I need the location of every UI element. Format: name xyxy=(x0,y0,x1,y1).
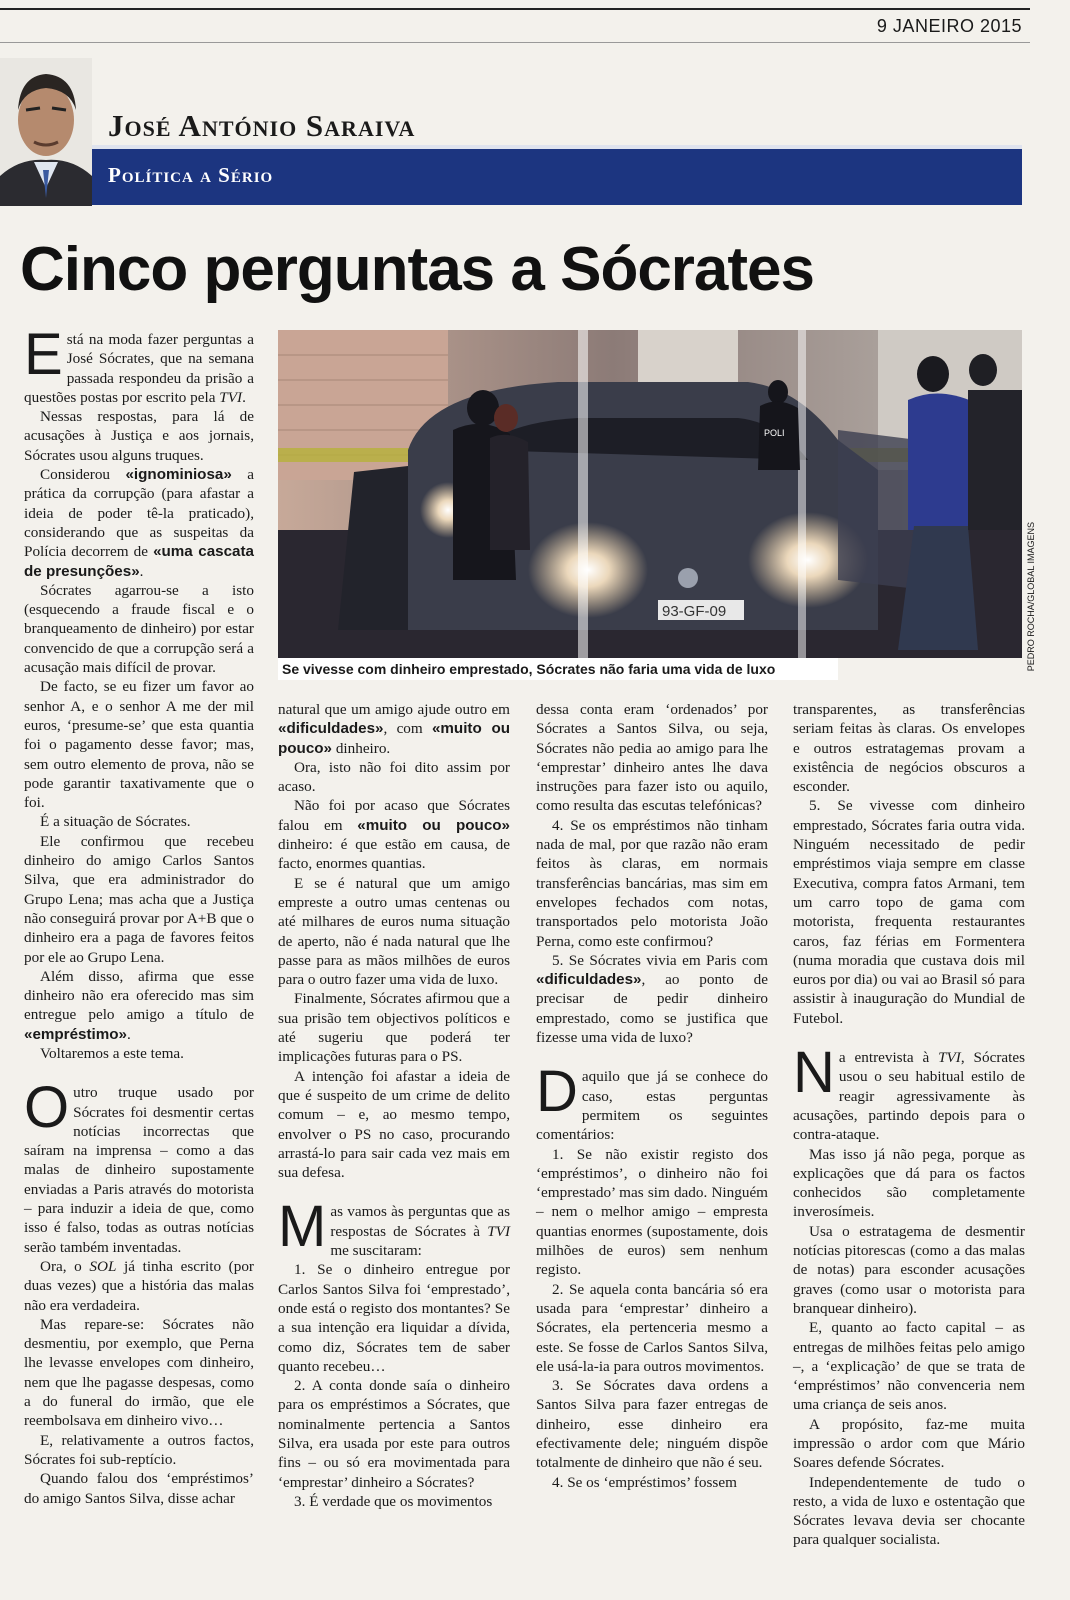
paragraph: Quando falou dos ‘empréstimos’ do amigo Santos Silva, disse achar xyxy=(24,1470,254,1507)
question-2: 2. A conta donde saía o dinheiro para os empréstimos a Sócrates, que nominalmente pertencia a Santos Silva, era usada por este para outros fins – ou só era movimentada para ‘emprestar’ dinheiro a Sócrates? xyxy=(278,1377,510,1491)
paragraph: Além disso, afirma que esse dinheiro não era oferecido mas sim entregue pelo amigo a título de «empréstimo». xyxy=(24,967,254,1043)
question-5: 5. Se Sócrates vivia em Paris com «dificuldades», ao ponto de precisar de pedir dinheiro emprestado, como se justifica que fizesse uma vida de luxo? xyxy=(536,951,768,1047)
license-plate: 93-GF-09 xyxy=(662,603,727,620)
headline: Cinco perguntas a Sócrates xyxy=(20,235,815,304)
author-name: José António Saraiva xyxy=(108,108,416,143)
drop-cap: D xyxy=(536,1059,578,1125)
column-name: Política a Sério xyxy=(108,163,274,187)
comment-1: 1. Se não existir registo dos ‘empréstimos’, o dinheiro não foi ‘emprestado’ mas sim dado. Ninguém – nem o melhor amigo – empresta quantias enormes (supostamente, dois milhões de euros) sem nenhum registo. xyxy=(536,1145,768,1279)
header-rule xyxy=(0,42,1030,43)
paragraph: Não foi por acaso que Sócrates falou em «muito ou pouco» dinheiro: é que estão em causa, de facto, enormes quantias. xyxy=(278,797,511,873)
paragraph: Sócrates agarrou-se a isto (esquecendo a fraude fiscal e o branqueamento de dinheiro) por estar convencido de que a corrupção será a acusação mais difícil de provar. xyxy=(24,581,254,677)
paragraph: Independentemente de tudo o resto, a vida de luxo e ostentação que Sócrates levava devia ser chocante para qualquer socialista. xyxy=(793,1473,1025,1549)
paragraph: Daquilo que já se conhece do caso, estas perguntas permitem os seguintes comentários: xyxy=(536,1059,768,1144)
article-column-1 xyxy=(24,322,254,1508)
question-1: 1. Se o dinheiro entregue por Carlos Santos Silva foi ‘emprestado’, onde está o registo dos montantes? Se a sua intenção era liquidar a dívida, como diz, Sócrates tem de saber quanto recebeu… xyxy=(278,1261,510,1375)
question-3: 3. É verdade que os movimentos xyxy=(294,1492,493,1510)
issue-date: 9 JANEIRO 2015 xyxy=(876,16,1022,36)
police-lettering: POLI xyxy=(764,428,785,438)
paragraph: Mas repare-se: Sócrates não desmentiu, por exemplo, que Perna lhe levasse envelopes com dinheiro, nem que lhe pagasse despesas, como a do funeral do irmão, que ele reembolsava em dinheiro vivo… xyxy=(24,1315,254,1430)
comment-5: 5. Se vivesse com dinheiro emprestado, Sócrates faria outra vida. Ninguém necessitado de pedir empréstimos viaja sempre em classe Executiva, compra fatos Armani, tem um carro topo de gama com motorista, frequenta restaurantes caros, faz férias em Formentera (numa moradia que custava dois mil euros por dia) ou vai ao Brasil só para assistir à inauguração do Mundial de Futebol. xyxy=(793,797,1025,1027)
paragraph: E, relativamente a outros factos, Sócrates foi sub-reptício. xyxy=(24,1431,254,1468)
paragraph: transparentes, as transferências seriam feitas às claras. Os envelopes e outros estratagemas provam a existência de negócios obscuros a esconder. xyxy=(793,701,1025,796)
drop-cap: M xyxy=(278,1194,327,1260)
column-banner xyxy=(92,145,1022,205)
question-4: 4. Se os empréstimos não tinham nada de mal, por que razão não eram feitos às claras, em normais transferências bancárias, mas sim em envelopes fechados com notas, transportados pelo motorista João Perna, como este confirmou? xyxy=(536,816,768,950)
drop-cap: O xyxy=(24,1075,70,1141)
paragraph: É a situação de Sócrates. xyxy=(40,813,191,831)
comment-4: 4. Se os ‘empréstimos’ fossem xyxy=(552,1473,737,1491)
paragraph: Usa o estratagema de desmentir notícias pitorescas (como a das malas de notas) para esconder acusações graves (como usar o motorista para branquear dinheiro). xyxy=(793,1222,1025,1317)
paragraph: Outro truque usado por Sócrates foi desmentir certas notícias incorrectas que saíram na imprensa – como a das malas de dinheiro supostamente enviadas a Paris através do motorista – para induzir a ideia de que, como isso é falso, todas as outras notícias serão também inventadas. xyxy=(24,1075,254,1256)
drop-cap: E xyxy=(24,322,63,387)
comment-3: 3. Se Sócrates dava ordens a Santos Silva para fazer entregas de dinheiro, esse dinheiro era efectivamente dele; ninguém dispõe totalmente de dinheiro que não é seu. xyxy=(536,1377,768,1472)
paragraph: Considerou «ignominiosa» a prática da corrupção (para afastar a ideia de poder tê-la praticado), considerando que as suspeitas da Polícia decorrem de «uma cascata de presunções». xyxy=(24,466,254,580)
article-column-4 xyxy=(793,700,1025,1550)
paragraph: De facto, se eu fizer um favor ao senhor A, e o senhor A me der mil euros, ‘presume-se’ que esta quantia foi o pagamento desse favor; mas, sem outro elemento de prova, não se pode garantir taxativamente que o foi. xyxy=(24,678,254,812)
author-portrait xyxy=(0,58,92,206)
comment-2: 2. Se aquela conta bancária só era usada para ‘emprestar’ dinheiro a Sócrates, ela pertenceria mesmo a este. Se fosse de Carlos Santos Silva, ele usá-la-ia para outros movimentos. xyxy=(536,1280,768,1375)
paragraph: Nessas respostas, para lá de acusações à Justiça e aos jornais, Sócrates usou alguns truques. xyxy=(24,408,254,464)
article-photo xyxy=(278,330,1022,658)
paragraph: A propósito, faz-me muita impressão o ardor com que Mário Soares defende Sócrates. xyxy=(793,1415,1025,1472)
paragraph: Mas isso já não pega, porque as explicações que dá para os factos conhecidos são completamente inverosímeis. xyxy=(793,1145,1025,1221)
paragraph: natural que um amigo ajude outro em «dificuldades», com «muito ou pouco» dinheiro. xyxy=(278,701,510,757)
paragraph: A intenção foi afastar a ideia de que é suspeito de um crime de delito comum – e, ao mesmo tempo, envolver o PS no caso, procurando arrastá-lo para sair cada vez mais em sua defesa. xyxy=(278,1067,510,1182)
paragraph: Mas vamos às perguntas que as respostas de Sócrates à TVI me suscitaram: xyxy=(278,1194,510,1260)
article-column-3 xyxy=(536,700,768,1492)
paragraph: Finalmente, Sócrates afirmou que a sua prisão tem objectivos políticos e até sugeriu que poderá ter implicações futuras para o PS. xyxy=(278,990,510,1066)
paragraph: Voltaremos a este tema. xyxy=(40,1044,184,1062)
photo-caption: Se vivesse com dinheiro emprestado, Sócrates não faria uma vida de luxo xyxy=(278,658,838,680)
paragraph: E, quanto ao facto capital – as entregas de milhões feitas pelo amigo –, a ‘explicação’ de que se trata de ‘empréstimos’ não convenceria nem uma criança de seis anos. xyxy=(793,1319,1025,1414)
photo-credit: PEDRO ROCHA/GLOBAL IMAGENS xyxy=(1026,522,1036,672)
top-rule xyxy=(0,8,1030,10)
paragraph: Ora, isto não foi dito assim por acaso. xyxy=(278,758,510,796)
drop-cap: N xyxy=(793,1040,835,1106)
paragraph: Está na moda fazer perguntas a José Sócrates, que na semana passada respondeu da prisão a questões postas por escrito pela TVI. xyxy=(24,322,254,406)
article-column-2 xyxy=(278,700,510,1511)
paragraph: E se é natural que um amigo empreste a outro umas centenas ou até milhares de euros numa situação de aperto, não é nada natural que lhe passe para as mãos milhões de euros para o outro fazer uma vida de luxo. xyxy=(278,874,510,989)
paragraph: Na entrevista à TVI, Sócrates usou o seu habitual estilo de reagir agressivamente às acusações, partindo depois para o contra-ataque. xyxy=(793,1040,1025,1144)
paragraph: Ora, o SOL já tinha escrito (por duas vezes) que a história das malas não era verdadeira. xyxy=(24,1257,254,1314)
paragraph: dessa conta eram ‘ordenados’ por Sócrates a Santos Silva, ou seja, Sócrates não pedia ao amigo para lhe ‘emprestar’ dinheiro antes lhe dava instruções para fazer isto ou aquilo, como resulta das escutas telefónicas? xyxy=(536,701,768,815)
paragraph: Ele confirmou que recebeu dinheiro do amigo Carlos Santos Silva, que era administrador do Grupo Lena; mas acha que a Justiça não conseguirá provar por A+B que o dinheiro era a paga de favores feitos por ele ao Grupo Lena. xyxy=(24,832,254,966)
